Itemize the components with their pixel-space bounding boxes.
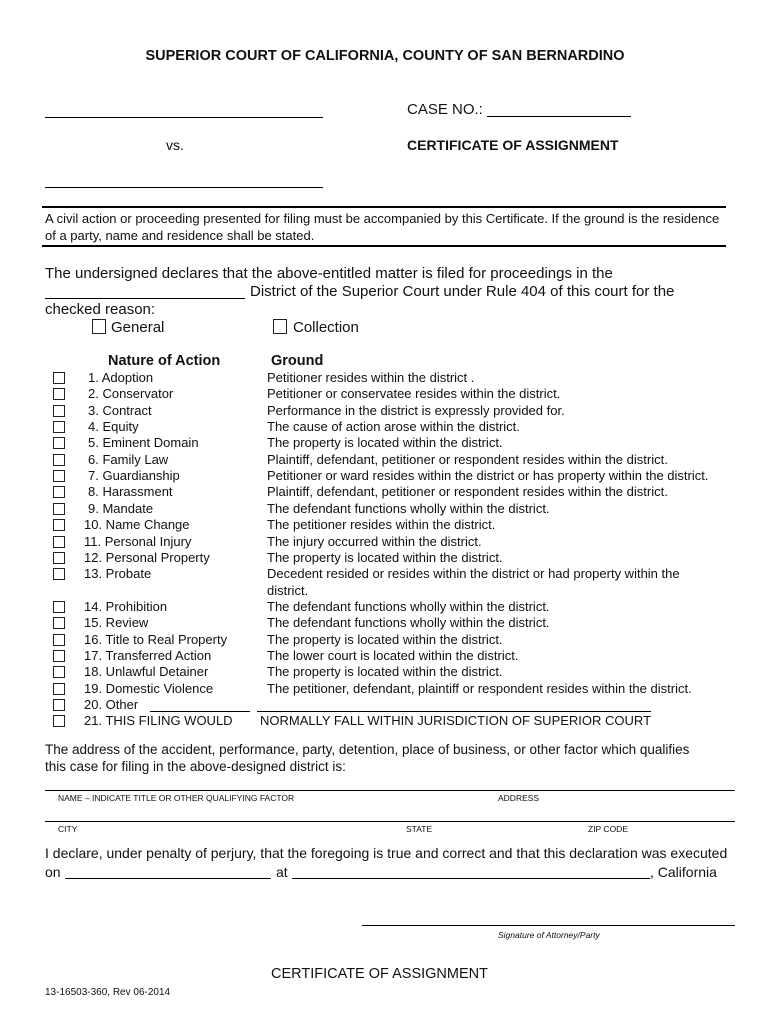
court-title: SUPERIOR COURT OF CALIFORNIA, COUNTY OF SAN BERNARDINO (145, 48, 625, 64)
at-label: at (276, 864, 288, 880)
nature-of-action: 15. Review (84, 615, 149, 631)
ground-text: The petitioner resides within the district. (267, 517, 496, 533)
nature-of-action: 4. Equity (88, 419, 139, 435)
action-checkbox[interactable] (53, 601, 65, 613)
ground-text: The defendant functions wholly within the district. (267, 598, 550, 614)
ground-text: Performance in the district is expressly provided for. (267, 402, 565, 418)
zip-field-label: ZIP CODE (588, 824, 628, 834)
address-text-1: The address of the accident, performance, party, detention, place of business, or other factor which qualifies (45, 742, 690, 757)
nature-of-action: 2. Conservator (88, 386, 174, 402)
action-checkbox[interactable] (53, 552, 65, 564)
ground-text: The defendant functions wholly within the district. (267, 615, 550, 631)
intro-text: A civil action or proceeding presented for filing must be accompanied by this Certificate. If the ground is the residence of a party, name and residence shall be stated. (45, 211, 720, 243)
action-checkbox[interactable] (53, 388, 65, 400)
nature-of-action: 1. Adoption (88, 370, 154, 385)
ground-text: Plaintiff, defendant, petitioner or respondent resides within the district. (267, 484, 668, 500)
nature-of-action: 8. Harassment (88, 484, 173, 500)
action-checkbox[interactable] (53, 617, 65, 629)
action-checkbox[interactable] (53, 634, 65, 646)
form-number: 13-16503-360, Rev 06-2014 (45, 987, 171, 998)
action-checkbox[interactable] (53, 715, 65, 727)
ground-text: The property is located within the district. (267, 631, 503, 647)
on-label: on (45, 864, 61, 880)
nature-of-action: 11. Personal Injury (84, 533, 192, 549)
nature-of-action: 13. Probate (84, 566, 152, 582)
declaration-line1: The undersigned declares that the above-entitled matter is filed for proceedings in the (45, 265, 613, 282)
case-no-field[interactable] (487, 116, 631, 117)
city-state-zip-field[interactable] (45, 821, 735, 822)
signature-field[interactable] (362, 925, 735, 926)
action-checkbox[interactable] (53, 536, 65, 548)
nature-of-action: 5. Eminent Domain (88, 435, 199, 451)
ground-text: The cause of action arose within the district. (267, 419, 520, 435)
declaration-line3: checked reason: (45, 301, 156, 318)
action-checkbox[interactable] (53, 437, 65, 449)
general-label: General (111, 319, 165, 336)
document-title: CERTIFICATE OF ASSIGNMENT (407, 137, 619, 153)
action-checkbox[interactable] (53, 666, 65, 678)
date-field[interactable] (65, 878, 271, 879)
nature-of-action: 19. Domestic Violence (84, 680, 214, 696)
ground-header: Ground (271, 353, 324, 369)
ground-text: Petitioner or ward resides within the district or has property within the district. (267, 468, 709, 484)
action-checkbox[interactable] (53, 421, 65, 433)
declaration-line2: District of the Superior Court under Rule 404 of this court for the (250, 283, 675, 300)
nature-of-action: 7. Guardianship (88, 468, 180, 484)
state-field-label: STATE (406, 824, 433, 834)
name-field-label: NAME – INDICATE TITLE OR OTHER QUALIFYING FACTOR (58, 793, 295, 803)
ground-text: The petitioner, defendant, plaintiff or respondent resides within the district. (267, 680, 692, 696)
action-checkbox[interactable] (53, 568, 65, 580)
action-checkbox[interactable] (53, 372, 65, 384)
nature-of-action: 14. Prohibition (84, 598, 168, 614)
nature-of-action: 12. Personal Property (84, 549, 210, 565)
signature-label: Signature of Attorney/Party (498, 930, 600, 940)
district-field[interactable] (45, 298, 245, 299)
general-checkbox[interactable] (92, 319, 106, 334)
nature-of-action: 17. Transferred Action (84, 647, 212, 663)
nature-of-action: 20. Other (84, 697, 139, 712)
ground-text: Decedent resided or resides within the district or had property within the (267, 566, 680, 582)
nature-of-action: 9. Mandate (88, 500, 154, 516)
ground-text: Petitioner or conservatee resides within the district. (267, 386, 561, 402)
nature-of-action: 18. Unlawful Detainer (84, 664, 209, 680)
ground-text: NORMALLY FALL WITHIN JURISDICTION OF SUPERIOR COURT (260, 713, 652, 729)
nature-of-action: 6. Family Law (88, 451, 169, 467)
nature-of-action: 16. Title to Real Property (84, 631, 228, 647)
nature-of-action: 21. THIS FILING WOULD (84, 713, 233, 729)
footer-title: CERTIFICATE OF ASSIGNMENT (271, 966, 488, 982)
action-checkbox[interactable] (53, 683, 65, 695)
other-ground-field[interactable] (257, 711, 651, 712)
ground-text: The injury occurred within the district. (267, 533, 482, 549)
perjury-text: I declare, under penalty of perjury, that the foregoing is true and correct and that this declaration was executed (45, 845, 728, 861)
address-field-label: ADDRESS (498, 793, 540, 803)
intro-top-rule (42, 206, 726, 208)
vs-label: vs. (166, 137, 184, 153)
action-checkbox[interactable] (53, 503, 65, 515)
name-address-field[interactable] (45, 790, 735, 791)
other-nature-field[interactable] (150, 711, 250, 712)
action-checkbox[interactable] (53, 470, 65, 482)
nature-of-action-header: Nature of Action (108, 353, 221, 369)
action-checkbox[interactable] (53, 699, 65, 711)
ground-text: Plaintiff, defendant, petitioner or respondent resides within the district. (267, 451, 668, 467)
address-text-2: this case for filing in the above-designed district is: (45, 759, 346, 774)
collection-checkbox[interactable] (273, 319, 287, 334)
action-checkbox[interactable] (53, 519, 65, 531)
case-no-label: CASE NO.: (407, 101, 483, 118)
action-checkbox[interactable] (53, 486, 65, 498)
nature-of-action: 3. Contract (88, 402, 152, 418)
plaintiff-line[interactable] (45, 117, 323, 118)
intro-bottom-rule (42, 245, 726, 247)
ground-text: The property is located within the district. (267, 664, 503, 680)
nature-of-action: 10. Name Change (84, 517, 190, 533)
ground-text: The property is located within the district. (267, 549, 503, 565)
action-checkbox[interactable] (53, 454, 65, 466)
action-checkbox[interactable] (53, 650, 65, 662)
ground-text: The lower court is located within the district. (267, 647, 519, 663)
defendant-line[interactable] (45, 187, 323, 188)
collection-label: Collection (293, 319, 359, 336)
california-label: , California (650, 864, 717, 880)
ground-text-continued: district. (267, 582, 309, 598)
action-checkbox[interactable] (53, 405, 65, 417)
ground-text: The property is located within the district. (267, 435, 503, 451)
ground-text: The defendant functions wholly within the district. (267, 500, 550, 516)
city-field-label: CITY (58, 824, 78, 834)
ground-text: Petitioner resides within the district . (267, 370, 475, 385)
place-field[interactable] (292, 878, 650, 879)
